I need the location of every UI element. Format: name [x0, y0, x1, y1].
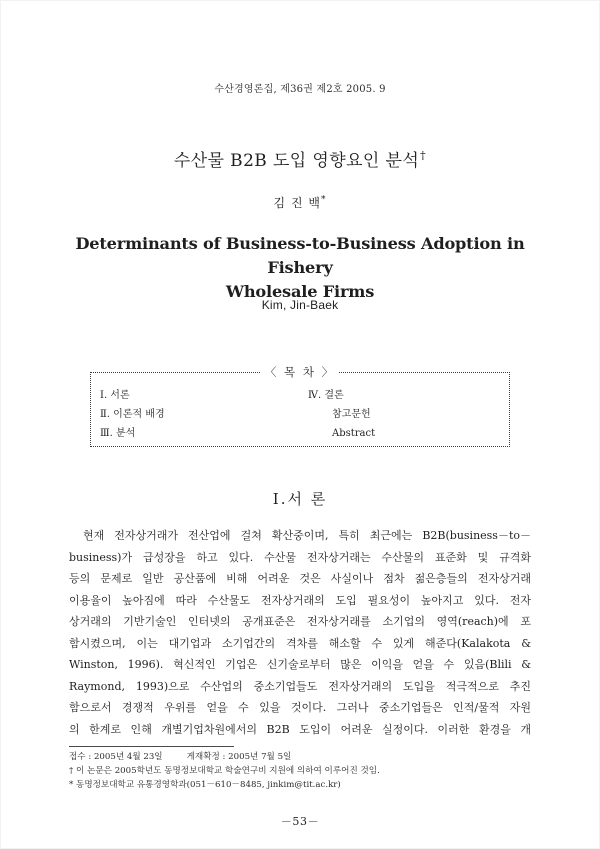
body-line: 의 한계로 인해 개별기업차원에서의 B2B 도입이 어려운 실정이다. 이러한 환경을 개 [69, 722, 531, 736]
toc-item-conclusion: Ⅳ. 결론 [308, 390, 344, 401]
toc-item-theory: Ⅱ. 이론적 배경 [100, 409, 165, 420]
footnote-affiliation: * 동명정보대학교 유통경영학과(051－610－8485, jinkim@tit.ac.kr) [69, 780, 341, 790]
toc-left-column [100, 386, 165, 443]
received-date: 접수 : 2005년 4월 23일 [69, 752, 163, 762]
page-number: －53－ [280, 815, 320, 828]
body-line: 함으로서 경쟁적 우위를 얻을 수 있을 것이다. 그러나 중소기업들은 인적/물적 자원 [69, 701, 531, 714]
body-line: business)가 급성장을 하고 있다. 수산물 전자상거래는 수산물의 표준화 및 규격화 [69, 550, 531, 564]
confirmed-date: 게재확정 : 2005년 7월 5일 [186, 752, 292, 762]
author-footnote-mark: * [320, 195, 327, 205]
english-title-line-2: Wholesale Firms [225, 282, 375, 301]
korean-author [0, 194, 600, 211]
english-title-line-1: Determinants of Business-to-Business Adoption in Fishery [75, 234, 525, 277]
toc-right-column [308, 386, 375, 443]
journal-header: 수산경영론집, 제36권 제2호 2005. 9 [214, 84, 386, 95]
body-line: 함시켰으며, 이는 대기업과 소기업간의 격차를 해소할 수 있게 해준다(Kalakota & [69, 636, 531, 650]
body-paragraph [69, 525, 531, 740]
body-line: 현재 전자상거래가 전산업에 걸쳐 확산중이며, 특히 최근에는 B2B(business－to－ [83, 529, 531, 542]
body-line: Raymond, 1993)으로 수산업의 중소기업들도 전자상거래의 도입을 적극적으로 추진 [69, 679, 531, 693]
footnote-dates [69, 750, 539, 764]
footnotes [69, 750, 539, 792]
body-line: Winston, 1996). 혁신적인 기업은 신기술로부터 많은 이익을 얻을 수 있음(Blili & [69, 658, 531, 671]
title-footnote-mark: † [420, 149, 427, 163]
english-author: Kim, Jin-Baek [261, 298, 339, 312]
body-line: 상거래의 기반기술인 인터넷의 공개표준은 전자상거래를 소기업의 영역(reach)에 포 [69, 615, 531, 628]
footnote-divider [69, 746, 234, 747]
body-line: 등의 문제로 일반 공산품에 비해 어려운 것은 사실이나 점차 젊은층들의 전자상거래 [69, 572, 531, 585]
toc-item-abstract: Abstract [332, 428, 376, 439]
english-title [60, 232, 540, 304]
toc-item-introduction: Ⅰ. 서론 [100, 390, 130, 401]
toc-item-references: 참고문헌 [332, 409, 371, 420]
korean-title-text: 수산물 B2B 도입 영향요인 분석 [173, 151, 420, 171]
toc-item-analysis: Ⅲ. 분석 [100, 428, 136, 439]
body-line: 이용율이 높아짐에 따라 수산물도 전자상거래의 도입 필요성이 높아지고 있다. 전자 [69, 593, 531, 607]
table-of-contents [90, 365, 510, 447]
korean-author-name: 김 진 백 [273, 196, 321, 210]
toc-heading: 〈 목 차 〉 [261, 365, 339, 379]
footnote-funding: † 이 논문은 2005학년도 동명정보대학교 학술연구비 지원에 의하여 이루어진 것임. [69, 766, 380, 776]
section-heading-introduction: Ⅰ.서 론 [272, 490, 328, 508]
korean-title [0, 146, 600, 171]
